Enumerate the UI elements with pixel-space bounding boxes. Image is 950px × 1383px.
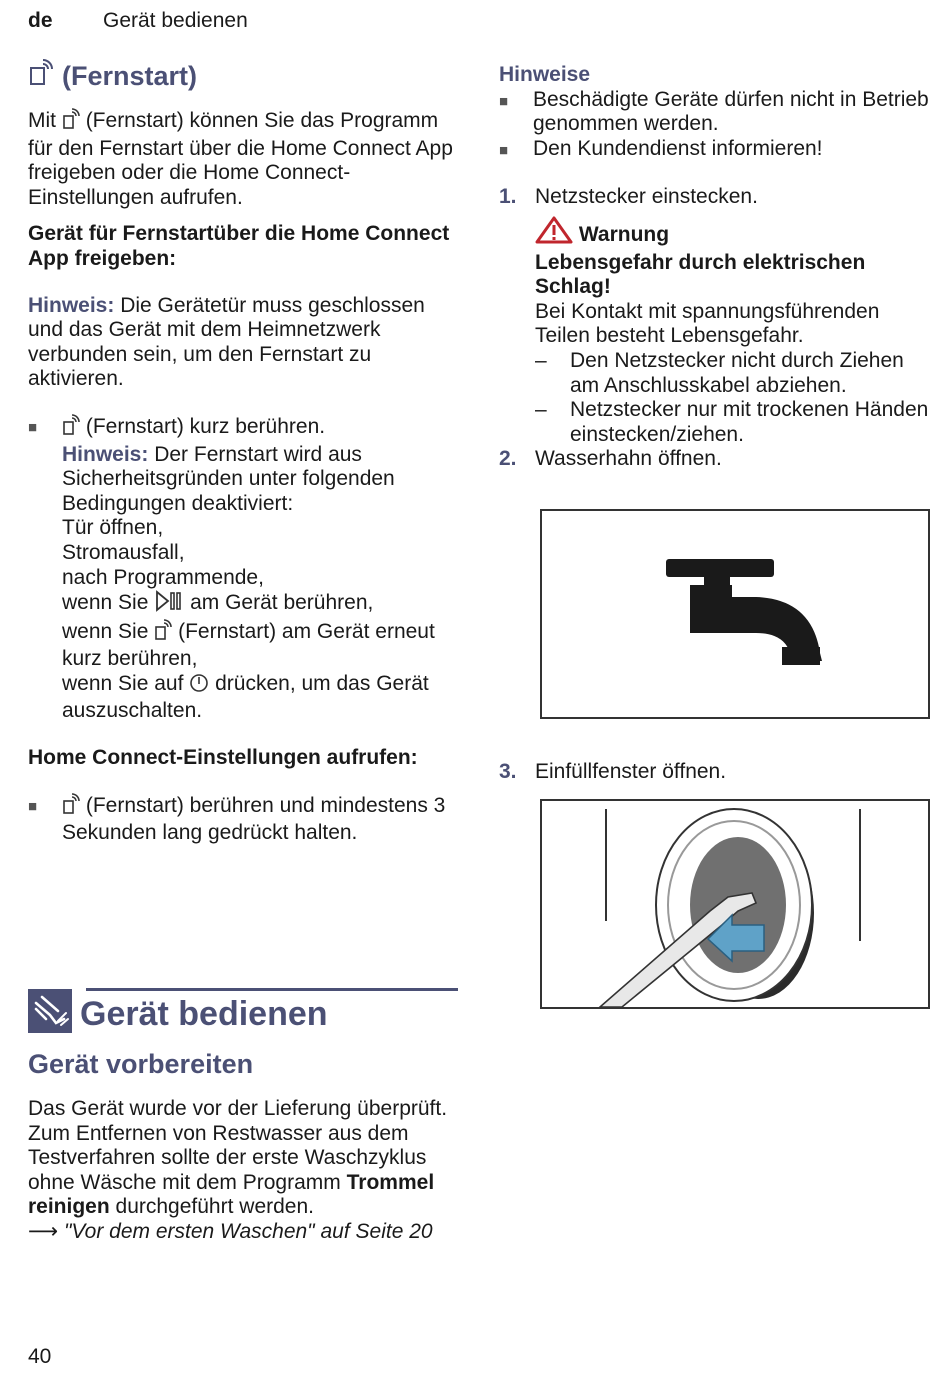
list-item-long-press: ■ (Fernstart) berühren und mindestens 3 Sekunden lang gedrückt halten.: [28, 793, 446, 845]
bullet-square-icon: ■: [28, 797, 38, 815]
warning-triangle-icon: [535, 216, 573, 251]
note-door: Hinweis: Die Gerätetür muss geschlossen und das Gerät mit dem Heimnetzwerk verbunden sein, um den Fernstart zu aktivieren.: [28, 293, 425, 391]
condition-remote: wenn Sie (Fernstart) am Gerät erneut kurz berühren,: [62, 619, 435, 671]
list-item: ■ Beschädigte Geräte dürfen nicht in Betrieb genommen werden.: [499, 87, 929, 136]
start-pause-icon: [154, 590, 184, 619]
notes-heading: Hinweise: [499, 63, 591, 86]
left-column: [28, 58, 460, 846]
release-heading: Gerät für Fernstartüber die Home Connect App freigeben:: [28, 222, 450, 270]
intro-paragraph: Mit (Fernstart) können Sie das Programm für den Fernstart über die Home Connect App freigeben oder die Home Connect-Einstellungen aufrufen.: [28, 109, 453, 209]
remote-start-icon: [62, 414, 80, 443]
bullet-square-icon: ■: [499, 141, 509, 159]
remote-start-icon: [62, 793, 80, 822]
note-deactivation: Hinweis: Der Fernstart wird aus Sicherheitsgründen unter folgenden Bedingungen deaktiviert:: [62, 442, 395, 515]
list-item-short-touch: ■ (Fernstart) kurz berühren. Hinweis: Der Fernstart wird aus Sicherheitsgründen unter folgenden Bedingungen deaktiviert: Tür öffnen, Stromausfall, nach Programmende, wenn Sie am Gerät berühren, wenn Sie (Fernstart) am Gerät erneut kurz berühren, wenn Sie auf drücken, um das Gerät auszuschalten.: [28, 414, 460, 724]
prepare-paragraph: Das Gerät wurde vor der Lieferung überprüft. Zum Entfernen von Restwasser aus dem Testverfahren sollte der erste Waschzyklus ohne Wäsche mit dem Programm Trommel reinigen durchgeführt werden. ⟶ "Vor dem ersten Waschen" auf Seite 20: [28, 1097, 460, 1245]
bullet-square-icon: ■: [499, 92, 509, 110]
power-icon: [189, 673, 209, 700]
step-2: 2. Wasserhahn öffnen.: [499, 447, 722, 471]
remote-start-icon: [28, 58, 54, 94]
step-3: 3. Einfüllfenster öffnen.: [499, 760, 727, 783]
section-subtitle: Gerät vorbereiten: [28, 1049, 254, 1079]
water-tap-figure: [540, 509, 930, 719]
right-column: [499, 63, 929, 472]
list-item: ■ Den Kundendienst informieren!: [499, 137, 929, 164]
remote-start-heading: (Fernstart): [28, 58, 460, 94]
door-opening-illustration: [542, 801, 928, 1007]
condition-start: wenn Sie am Gerät berühren,: [62, 590, 460, 619]
remote-start-icon: [154, 619, 172, 648]
list-item: – Den Netzstecker nicht durch Ziehen am Anschlusskabel abziehen.: [535, 348, 904, 397]
hand-operate-icon: [28, 989, 72, 1033]
water-tap-icon: [542, 511, 928, 717]
cross-reference-link[interactable]: ⟶ "Vor dem ersten Waschen" auf Seite 20: [28, 1219, 433, 1243]
condition-off: wenn Sie auf drücken, um das Gerät auszuschalten.: [62, 671, 429, 723]
condition-end: nach Programmende,: [62, 565, 264, 589]
remote-start-icon: [62, 108, 80, 137]
bullet-square-icon: ■: [28, 418, 38, 436]
door-opening-figure: [540, 799, 930, 1009]
language-code: de: [28, 9, 53, 32]
warning-title: Warnung: [535, 216, 929, 251]
section-rule: [86, 988, 458, 991]
arrow-right-icon: ⟶: [28, 1219, 59, 1243]
list-item: – Netzstecker nur mit trockenen Händen einstecken/ziehen.: [535, 398, 929, 446]
section-title: Gerät bedienen: [80, 995, 328, 1033]
condition-power: Stromausfall,: [62, 540, 185, 564]
settings-heading: Home Connect-Einstellungen aufrufen:: [28, 746, 418, 770]
page-number: 40: [28, 1345, 52, 1368]
condition-door: Tür öffnen,: [62, 516, 164, 540]
running-header: Gerät bedienen: [103, 9, 248, 32]
warning-text: Bei Kontakt mit spannungsführenden Teilen besteht Lebensgefahr.: [535, 299, 880, 348]
warning-heading: Lebensgefahr durch elektrischen Schlag!: [535, 250, 866, 299]
step-1: 1. Netzstecker einstecken. Warnung Lebensgefahr durch elektrischen Schlag! Bei Kontakt mit spannungsführenden Teilen besteht Lebensgefahr. – Den Netzstecker nicht durch Ziehen am Anschlusskabel abziehen. – Netzstecker nur mit trockenen Händen einstecken/ziehen.: [499, 185, 929, 446]
